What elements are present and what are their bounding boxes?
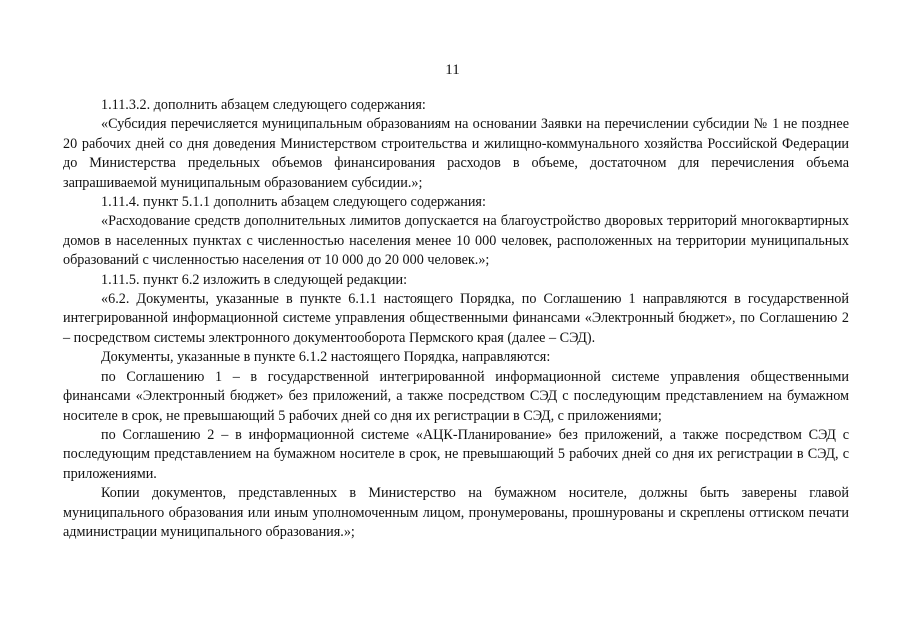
paragraph-document-copies: Копии документов, представленных в Министерство на бумажном носителе, должны быть заверены главой муниципального образования или иным уполномоченным лицом, пронумерованы, прошнурованы и скреплены оттиском печати администрации муниципального образования.»; [63, 485, 849, 540]
paragraph-1-11-3-2: 1.11.3.2. дополнить абзацем следующего содержания: [101, 97, 426, 113]
paragraph-documents-6-1-2: Документы, указанные в пункте 6.1.2 настоящего Порядка, направляются: [101, 349, 551, 366]
paragraph-6-2-documents: «6.2. Документы, указанные в пункте 6.1.1 настоящего Порядка, по Соглашению 1 направляются в государственной интегрированной информационной системе управления общественными финансами «Электронный бюджет», по Соглашению 2 – посредством системы электронного документооборота Пермского края (далее – СЭД). [63, 291, 849, 346]
paragraph-1-11-5: 1.11.5. пункт 6.2 изложить в следующей редакции: [101, 271, 408, 288]
paragraph-agreement-1: по Соглашению 1 – в государственной интегрированной информационной системе управления общественными финансами «Электронный бюджет» без приложений, а также посредством СЭД с последующим представлением на бумажном носителе в срок, не превышающий 5 рабочих дней со дня их регистрации в СЭД, с приложениями; [63, 368, 849, 424]
paragraph-agreement-2: по Соглашению 2 – в информационной системе «АЦК-Планирование» без приложений, а также посредством СЭД с последующим представлением на бумажном носителе в срок, не превышающий 5 рабочих дней со дня их регистрации в СЭД, с приложениями. [63, 426, 849, 482]
paragraph-1-11-4: 1.11.4. пункт 5.1.1 дополнить абзацем следующего содержания: [101, 194, 486, 211]
paragraph-subsidy-transfer: «Субсидия перечисляется муниципальным образованиям на основании Заявки на перечислении субсидии № 1 не позднее 20 рабочих дней со дня доведения Министерством строительства и жилищно-коммунального хозяйства Российской Федерации до Министерства предельных объемов финансирования расходов в объеме, достаточном для перечисления объема запрашиваемой муниципальным образованием субсидии.»; [63, 116, 849, 191]
paragraph-additional-limits: «Расходование средств дополнительных лимитов допускается на благоустройство дворовых территорий многоквартирных домов в населенных пунктах с численностью населения менее 10 000 человек, расположенных на территории муниципальных образований с численностью населения от 10 000 до 20 000 человек.»; [63, 213, 849, 269]
document-body [63, 96, 849, 542]
page-number: 11 [445, 62, 460, 78]
